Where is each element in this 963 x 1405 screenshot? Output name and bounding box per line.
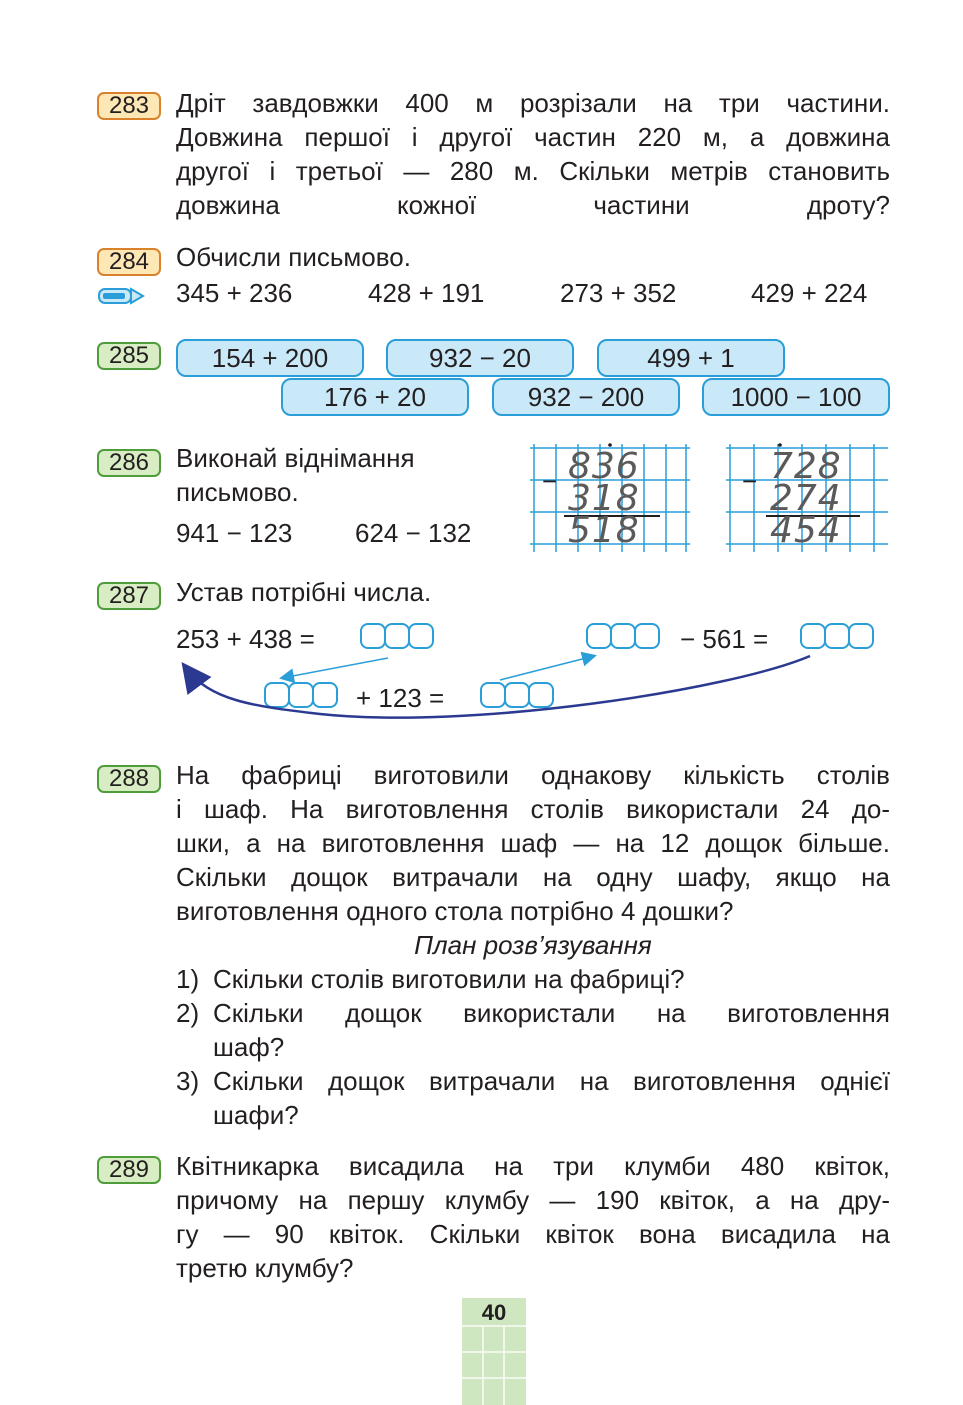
arrows-diagram	[170, 640, 890, 750]
expression-card: 932 − 20	[386, 339, 574, 377]
curved-arrow	[186, 656, 810, 718]
problem-number-286: 286	[97, 449, 161, 477]
plan-item	[176, 962, 890, 996]
expression: 624 − 132	[355, 518, 472, 548]
subtrahend: 318	[568, 478, 640, 519]
plan-item	[176, 1064, 890, 1132]
text-line: довжина кожної частини дроту?	[176, 190, 890, 220]
text-line: Квітникарка висадила на три клумби 480 квіток,	[176, 1151, 890, 1181]
text-line: Скільки дощок використали на виготовлення	[213, 998, 890, 1028]
minuend: 728	[770, 446, 842, 487]
minus-sign: −	[742, 466, 758, 496]
text-line: і шаф. На виготовлення столів використали 24 до-	[176, 794, 890, 824]
problem-number-283: 283	[97, 92, 161, 120]
text-line: шки, а на виготовлення шаф — на 12 дощок більше.	[176, 828, 890, 858]
minuend: 836	[568, 446, 640, 487]
arrow-right	[500, 656, 594, 680]
page-number: 40	[481, 1300, 507, 1325]
plan-title: План розв’язування	[414, 930, 652, 960]
text-line: Довжина першої і другої частин 220 м, а довжина	[176, 122, 890, 152]
problem-288-text	[176, 758, 890, 962]
text-line: Скільки дощок витрачали на одну шафу, якщо на	[176, 862, 890, 892]
text-line: На фабриці виготовили однакову кількість столів	[176, 760, 890, 790]
problem-286-text	[176, 441, 496, 509]
plan-list	[176, 962, 890, 1132]
expression-card: 499 + 1	[597, 339, 785, 377]
text-line: Виконай віднімання	[176, 443, 415, 473]
minus-sign: −	[542, 466, 558, 496]
text-line: гу — 90 квіток. Скільки квіток вона висадила на	[176, 1219, 890, 1249]
text-line: Дріт завдовжки 400 м розрізали на три частини.	[176, 88, 890, 118]
expression: 429 + 224	[751, 278, 868, 308]
text-line: шаф?	[213, 1032, 285, 1062]
column-subtraction-2	[722, 440, 892, 555]
plan-number: 3)	[176, 1066, 200, 1096]
expression-card: 154 + 200	[176, 339, 364, 377]
column-subtraction-1	[520, 440, 690, 555]
plan-number: 2)	[176, 998, 200, 1028]
problem-number-288: 288	[97, 765, 161, 793]
text-line: Скільки дощок витрачали на виготовлення однієї	[213, 1066, 890, 1096]
expression-card: 1000 − 100	[702, 378, 890, 416]
subtrahend: 274	[770, 478, 842, 519]
expression: 345 + 236	[176, 278, 293, 308]
text-line: причому на першу клумбу — 190 квіток, а на дру-	[176, 1185, 890, 1215]
problem-number-285: 285	[97, 342, 161, 370]
page-number-box	[462, 1298, 526, 1405]
arrow-left	[282, 658, 388, 678]
equation-1: 253 + 438 =	[176, 624, 315, 654]
equation-2: − 561 =	[680, 624, 769, 654]
pencil-icon	[97, 285, 145, 312]
difference: 454	[770, 510, 842, 551]
problem-number-287: 287	[97, 582, 161, 610]
problem-number-284: 284	[97, 248, 161, 276]
text-line: другої і третьої — 280 м. Скільки метрів становить	[176, 156, 890, 186]
text-line: третю клумбу?	[176, 1253, 354, 1283]
text-line: письмово.	[176, 477, 299, 507]
text-line: Скільки столів виготовили на фабриці?	[213, 964, 685, 994]
plan-item	[176, 996, 890, 1064]
problem-287-title: Устав потрібні числа.	[176, 577, 432, 607]
equation-3: + 123 =	[356, 683, 445, 713]
problem-284-title: Обчисли письмово.	[176, 242, 411, 272]
problem-283-text	[176, 86, 890, 222]
expression: 273 + 352	[560, 278, 677, 308]
expression: 428 + 191	[368, 278, 485, 308]
plan-number: 1)	[176, 964, 200, 994]
difference: 518	[568, 510, 640, 551]
expression-card: 176 + 20	[281, 378, 469, 416]
expression-card: 932 − 200	[492, 378, 680, 416]
expression: 941 − 123	[176, 518, 293, 548]
text-line: виготовлення одного стола потрібно 4 дошки?	[176, 896, 734, 926]
problem-number-289: 289	[97, 1156, 161, 1184]
problem-289-text	[176, 1149, 890, 1285]
text-line: шафи?	[213, 1100, 299, 1130]
